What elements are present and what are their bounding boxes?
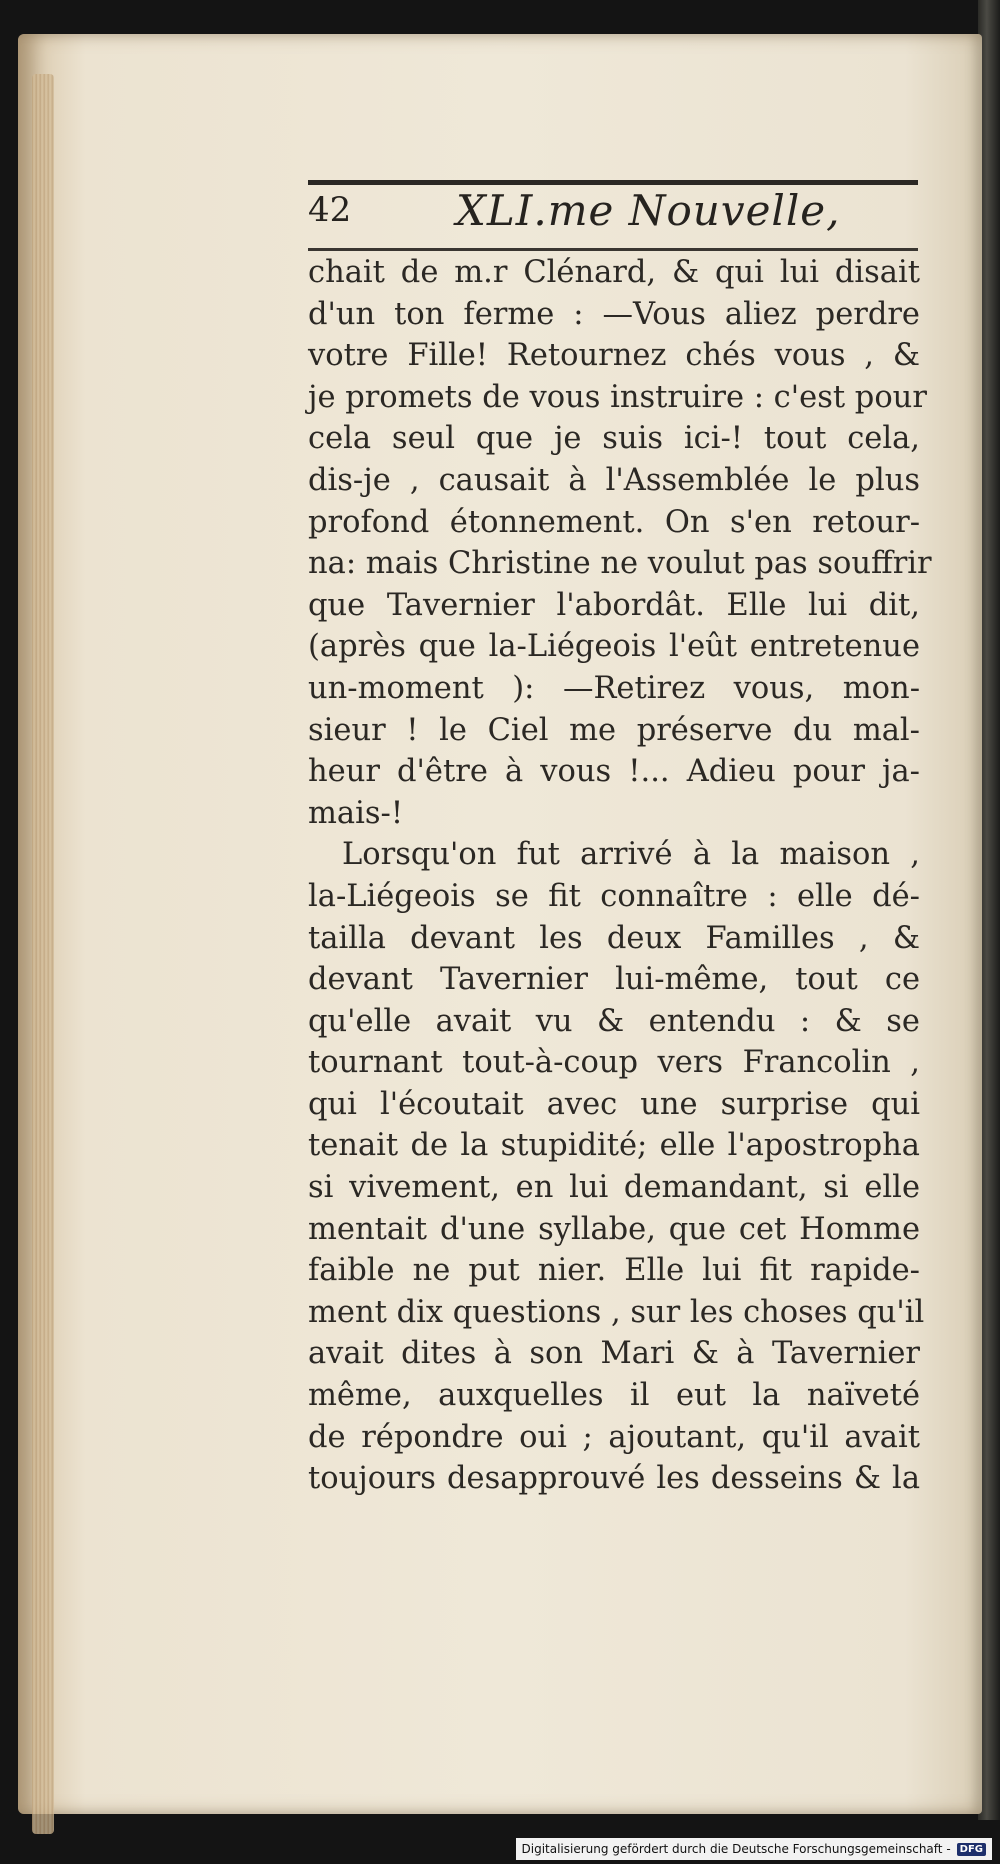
text-line: mentait d'une syllabe, que cet Homme [308,1211,920,1247]
text-line: sieur ! le Ciel me préserve du mal- [308,712,920,748]
text-line: tailla devant les deux Familles , & [308,920,920,956]
text-line: qu'elle avait vu & entendu : & se [308,1003,920,1039]
text-line: de répondre oui ; ajoutant, qu'il avait [308,1419,920,1455]
text-line: (après que la-Liégeois l'eût entretenue [308,629,920,665]
text-line: dis-je , causait à l'Assemblée le plus [308,462,920,498]
text-line: avait dites à son Mari & à Tavernier [308,1336,920,1372]
credit-text: Digitalisierung gefördert durch die Deutsche Forschungsgemeinschaft - [521,1842,951,1856]
dfg-logo: DFG [957,1843,986,1856]
digitization-credit [516,1838,993,1860]
text-line: même, auxquelles il eut la naïveté [308,1378,920,1414]
text-line: je promets de vous instruire : c'est pour [308,379,927,415]
text-line: ment dix questions , sur les choses qu'il [308,1294,925,1330]
text-line: toujours desapprouvé les desseins & la [308,1461,920,1497]
text-line: chait de m.r Clénard, & qui lui disait [308,255,920,290]
header-top-rule [308,180,918,185]
text-line: faible ne put nier. Elle lui fit rapide- [308,1253,920,1289]
text-line: tournant tout-à-coup vers Francolin , [308,1045,920,1081]
text-line: d'un ton ferme : —Vous aliez perdre [308,296,920,332]
text-line: votre Fille! Retournez chés vous , & [308,338,920,374]
text-line: mais-! [308,795,404,831]
running-title: XLI.me Nouvelle, [456,186,841,235]
page-edges [32,74,54,1834]
text-line: la-Liégeois se fit connaître : elle dé- [308,878,920,914]
text-line: profond étonnement. On s'en retour- [308,504,920,540]
header-bottom-rule [308,248,918,251]
text-line: un-moment ): —Retirez vous, mon- [308,670,920,706]
text-line: cela seul que je suis ici-! tout cela, [308,421,920,457]
page-number: 42 [308,190,352,230]
text-line: tenait de la stupidité; elle l'apostropha [308,1128,920,1164]
text-line: devant Tavernier lui-même, tout ce [308,962,920,998]
body-text [308,252,932,1500]
text-line: na: mais Christine ne voulut pas souffrir [308,546,932,582]
page-header [308,186,918,246]
text-line: qui l'écoutait avec une surprise qui [308,1086,920,1122]
text-line: si vivement, en lui demandant, si elle [308,1170,920,1206]
text-line: que Tavernier l'abordât. Elle lui dit, [308,587,920,623]
text-line: Lorsqu'on fut arrivé à la maison , [342,837,920,873]
text-line: heur d'être à vous !... Adieu pour ja- [308,754,920,790]
